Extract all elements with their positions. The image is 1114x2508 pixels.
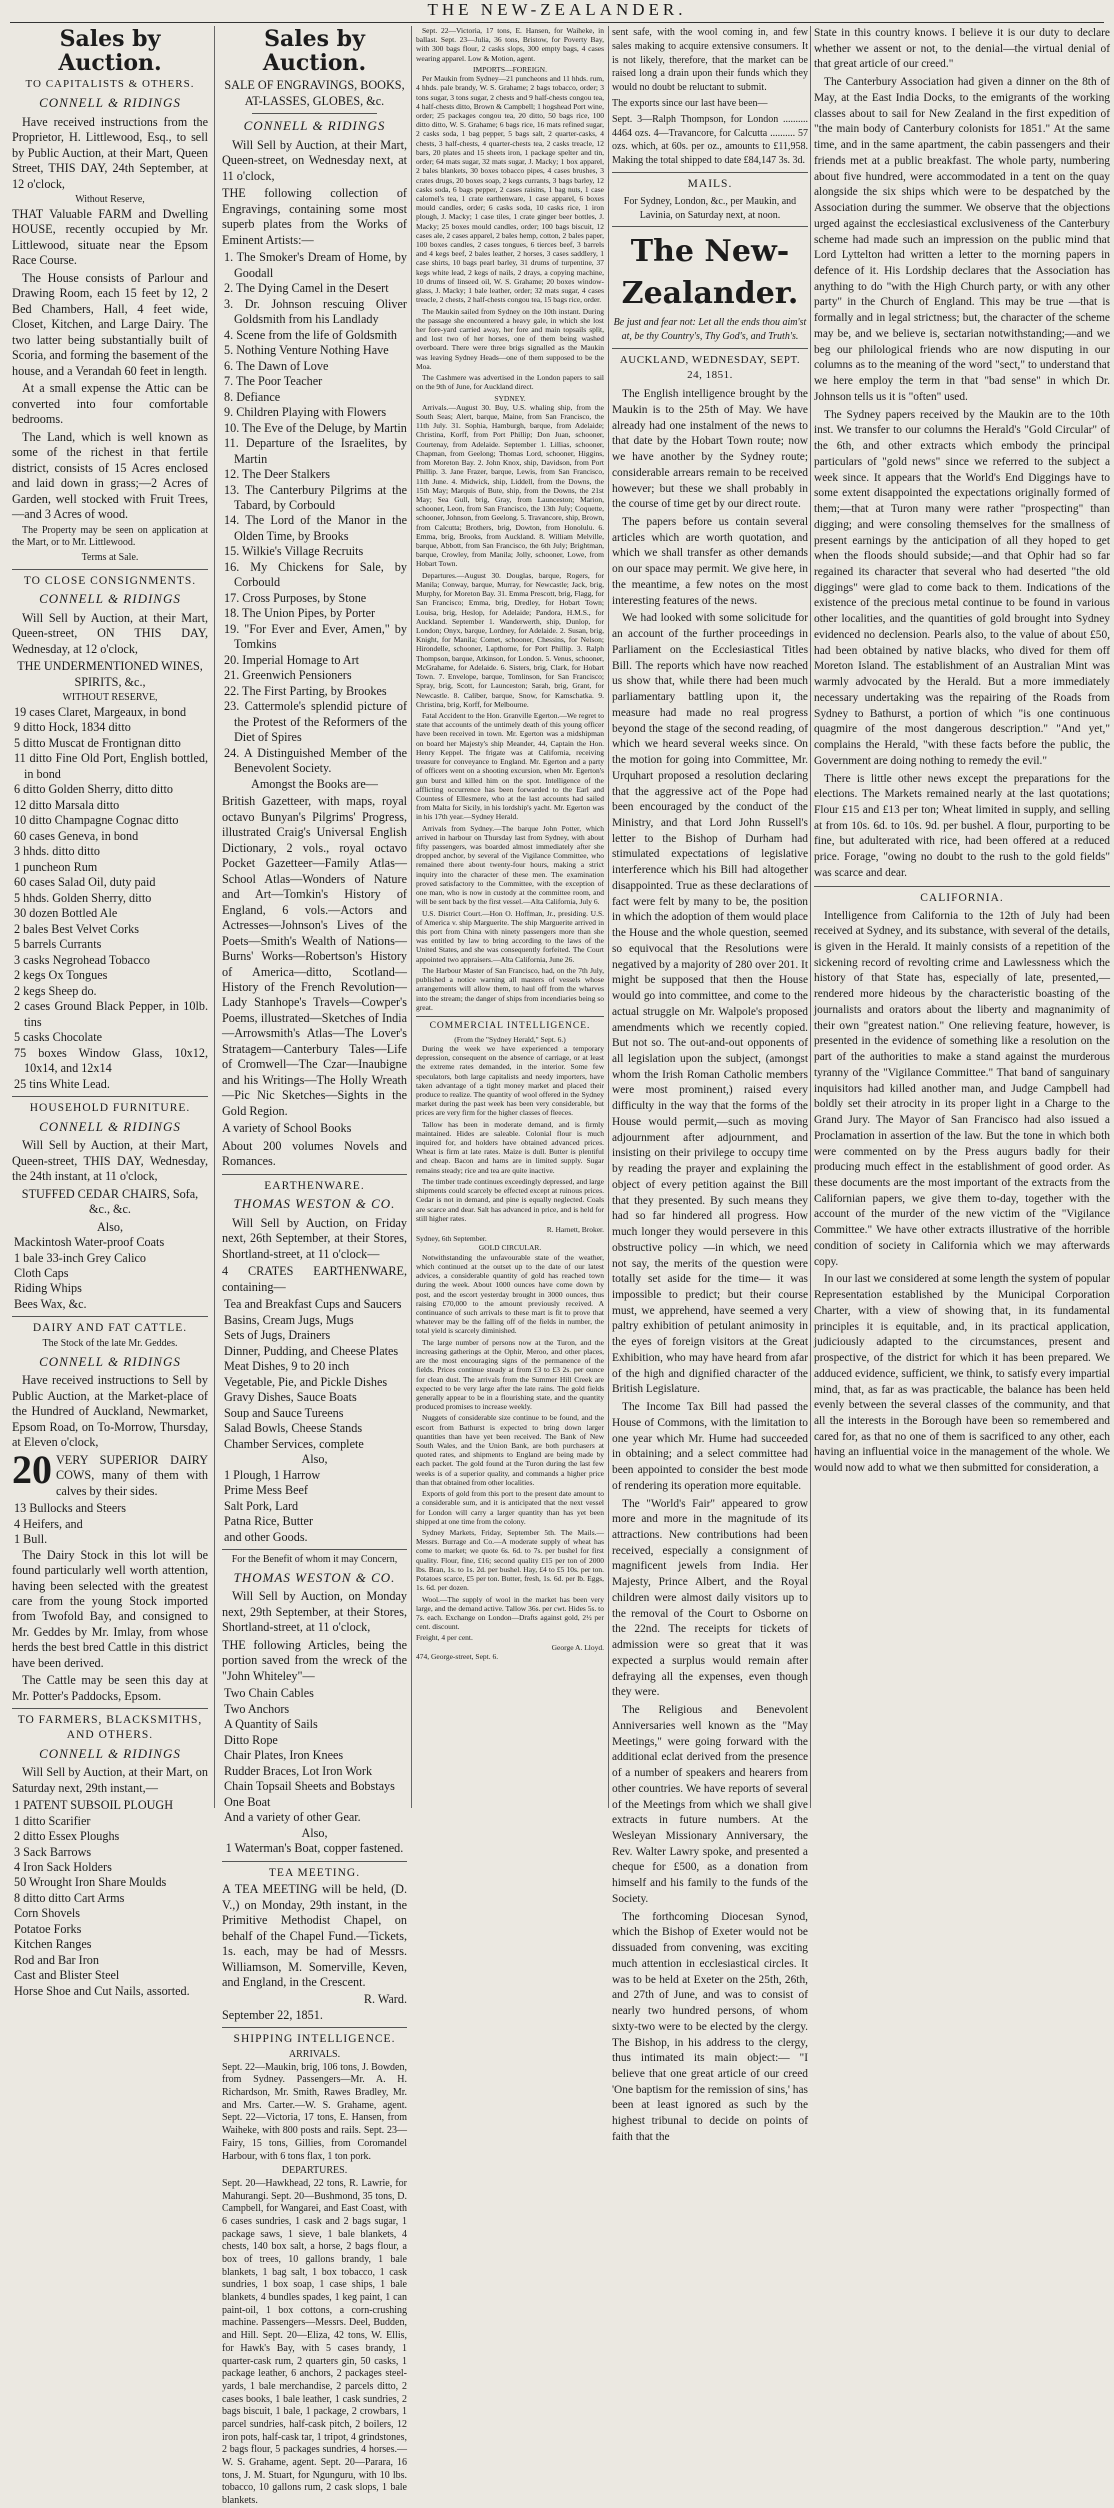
list-item: Vegetable, Pie, and Pickle Dishes [224, 1374, 388, 1389]
list-item: 3 Sack Barrows [14, 1844, 92, 1859]
list-item: 10 ditto Champagne Cognac ditto [14, 813, 179, 828]
list-item: Chair Plates, Iron Knees [224, 1748, 344, 1763]
list-item: 16. My Chickens for Sale, by Corbould [224, 559, 407, 590]
list-item: 15. Wilkie's Village Recruits [224, 544, 364, 559]
ad-text: Will Sell by Auction, at their Mart, Queen-street, on Wednesday next, at 11 o'clock, [222, 137, 407, 183]
list-item: 50 Wrought Iron Share Moulds [14, 1875, 167, 1890]
column-rule [214, 26, 215, 1808]
ad-text: Will Sell by Auction, at their Mart, on Saturday next, 29th instant,— [12, 1765, 208, 1795]
masthead: THE NEW-ZEALANDER. [427, 0, 687, 19]
item-list [222, 1686, 407, 1825]
ad-text: Will Sell by Auction, at their Mart, Queen-street, THIS DAY, Wednesday, the 24th instant, at 11 o'clock, [12, 1138, 208, 1184]
divider [222, 1861, 407, 1862]
column-3 [416, 26, 604, 1808]
article-text: The English intelligence brought by the Maukin is to the 25th of May. We have already had one instalment of the news to that date by the Hobart Town route; now we have another by the Sydney route; considerable arrears remain to be received however; but these we shall probably in the course of time get by our direct route. [612, 388, 808, 511]
ad-text: Will Sell by Auction, on Monday next, 29th September, at their Stores, Shortland-street, at 11 o'clock, [222, 1589, 407, 1635]
list-item: 19. "For Ever and Ever, Amen," by Tomkins [224, 621, 407, 652]
list-item: 11 ditto Fine Old Port, English bottled, in bond [14, 751, 208, 781]
list-item: 19 cases Claret, Margeaux, in bond [14, 704, 187, 719]
list-item: 1 PATENT SUBSOIL PLOUGH [14, 1798, 174, 1813]
list-item: 17. Cross Purposes, by Stone [224, 590, 367, 605]
list-item: Corn Shovels [14, 1906, 81, 1921]
column-5 [814, 26, 1110, 1808]
article-text: Departures.—August 30. Douglas, barque, Rogers, for Manila; Conway, barque, Murray, for Newcastle; Jack, brig, Murphy, for Moreton Bay. 31. Emma Prescott, brig, Flagg, for San Francisco; Emma, brig, Dredley, for Hobart Town; Louisa, brig, Heslop, for Adelaide; Pandora, H.M.S., for Auckland. September 1. Wanderwerth, ship, Dunlop, for London; Onyx, barque, Lordney, for Adelaide. 2. Susan, brig, Knight, for Manila; Comet, schooner, Chessins, for Nelson; Hirondelle, schooner, Lapthorne, for Port Phillip. 3. Ralph Thompson, barque, Atkinson, for London. 5. Venus, schooner, McGrahame, for Adelaide. 6. Sisters, brig, Clark, for Hobart Town. 7. Envelope, barque, Tomlinson, for San Francisco; Spray, brig, Scott, for Launceston; Sarah, brig, Grant, for Newcastle. 8. Caliber, barque, Snow, for Kamschatka. 9. Christina, brig, Korff, for Melbourne. [416, 570, 604, 709]
section-heading: Sales by Auction. [58, 26, 162, 77]
list-item: Sets of Jugs, Drainers [224, 1328, 331, 1343]
divider [612, 348, 808, 349]
ad-text: A TEA MEETING will be held, (D. V.,) on Monday, 29th instant, in the Primitive Methodist Chapel, on behalf of the Chapel Fund.—Tickets, 1s. each, may be had of Messrs. Williamson, M. Somerville, Keven, and England, in the Crescent. [222, 1882, 407, 1989]
article-text: The papers before us contain several articles which are worth quotation, and which we shall transfer as other demands on our space may permit. We give here, in the meantime, a few notes on the most interesting features of the news. [612, 516, 808, 607]
dateline: AUCKLAND, WEDNESDAY, SEPT. 24, 1851. [619, 353, 801, 381]
divider [612, 172, 808, 173]
article-text: The exports since our last have been— [612, 97, 768, 109]
article-text: During the week we have experienced a temporary depression, consequent on the absence of carriage, or at least the extreme rates demanded, in the interior. Some few speculators, both large capitalists and needy importers, have taken advantage of a tight money market and placed their produce to realize. The quantity of wool offered in the Sydney market during the past week has been very considerable, but prices are very firm for the higher classes of fleeces. [416, 1043, 604, 1118]
article-text: Wool.—The supply of wool in the market has been very large, and the demand active. Tallow 36s. per cwt. Hides 5s. to 7s. each. Exchange on London—Drafts against gold, 2½ per cent. discount. [416, 1594, 604, 1632]
list-item: 18. The Union Pipes, by Porter [224, 606, 376, 621]
item-list [222, 250, 407, 776]
article-text: The forthcoming Diocesan Synod, which the Bishop of Exeter would not be dissuaded from convening, was exciting much attention in ecclesiastical circles. It was to be held at Exeter on the 25th, 26th, and 27th of June, and was to consist of nearly two hundred persons, of whom sixty-two were to be elected by the clergy. The Bishop, in his address to the clergy, thus intimated its main object:— "I believe that one great article of our creed 'One baptism for the remission of sins,' has been at least ignored as such by the highest tribunal to decide on points of faith that the [612, 1910, 808, 2143]
divider [222, 1549, 407, 1550]
ad-text: The Cattle may be seen this day at Mr. Potter's Paddocks, Epsom. [12, 1673, 208, 1703]
list-item: 3 hhds. ditto ditto [14, 844, 100, 859]
list-item: Cast and Blister Steel [14, 1968, 120, 1983]
ad-heading: For the Benefit of whom it may Concern, [231, 1554, 398, 1566]
ad-text: STUFFED CEDAR CHAIRS, Sofa, &c., &c. [21, 1186, 199, 1217]
list-item: 5 casks Chocolate [14, 1030, 102, 1045]
list-item: Patna Rice, Butter [224, 1514, 314, 1529]
list-item: Mackintosh Water-proof Coats [14, 1235, 165, 1250]
list-item: Gravy Dishes, Sauce Boats [224, 1390, 357, 1405]
list-item: Rudder Braces, Lot Iron Work [224, 1763, 373, 1778]
list-item: 12 ditto Marsala ditto [14, 797, 120, 812]
list-item: 5 barrels Currants [14, 937, 102, 952]
list-item: 1 bale 33-inch Grey Calico [14, 1250, 146, 1265]
auctioneer-name: CONNELL & RIDINGS [39, 1118, 181, 1134]
article-text: In our last we considered at some length the system of popular Representation established by the Municipal Corporation Charter, with a view of showing that, in its fundamental principles it is equitable, and, in its practical application, judiciously adapted to the circumstances, present and prospective, of the district for which it has been prepared. We adduced evidence, sufficient, we think, to satisfy every impartial mind, that, as far as was practicable, the balance has been held evenly between the several classes of the community, and that all the interests in the Borough have been so remembered and cared for, as that no one of them is sacrificed to any other, each having an influential voice in the management of the whole. We would now add to what we then submitted for consideration, a [814, 1273, 1110, 1475]
list-item: 2 cases Ground Black Pepper, in 10lb. tins [14, 999, 208, 1029]
divider [814, 886, 1110, 887]
list-item: Horse Shoe and Cut Nails, assorted. [14, 1983, 190, 1998]
list-item: 24. A Distinguished Member of the Benevolent Society. [224, 745, 407, 776]
list-item: Chamber Services, complete [224, 1436, 364, 1451]
list-item: 30 dozen Bottled Ale [14, 906, 118, 921]
sub-heading: DEPARTURES. [281, 2165, 348, 2177]
sub-heading: GOLD CIRCULAR. [478, 1243, 542, 1253]
ad-heading: DAIRY AND FAT CATTLE. [32, 1322, 188, 1335]
article-text: Freight, 4 per cent. [416, 1633, 473, 1643]
article-text: Nuggets of considerable size continue to be found, and the escort from Bathurst is expected to bring down larger quantities than have yet been received. The Bank of New South Wales, and the Union Bank, are both purchasers at quoted rates, and shipments to England are being made by each packet. The gold found at the Turon during the last few weeks is of a superior quality, and commands a higher price than that obtained from other localities. [416, 1413, 604, 1487]
list-item: Two Chain Cables [224, 1686, 314, 1701]
ad-text: Without Reserve, [75, 194, 145, 206]
list-item: 1 Plough, 1 Harrow [224, 1467, 321, 1482]
list-item: 1 Bull. [14, 1532, 48, 1547]
article-text: There is little other news except the preparations for the elections. The Markets remained nearly at the last quotations; Flour £15 and £13 per ton; Wheat limited in supply, and selling at from 10s. 6d. to 10s. 9d. per bushel. A flour, purporting to be fine, but adulterated with rice, had been offered at a reduced price. Forage, "owing no doubt to the rush to the gold fields" was scarce and dear. [814, 772, 1110, 879]
ad-text: Also, [96, 1219, 124, 1234]
list-item: Tea and Breakfast Cups and Saucers [224, 1297, 402, 1312]
ad-heading: TO CAPITALISTS & OTHERS. [25, 78, 195, 91]
auctioneer-name: CONNELL & RIDINGS [39, 591, 181, 607]
divider [222, 2027, 407, 2028]
article-text: Arrivals.—August 30. Buy, U.S. whaling ship, from the South Seas; Alert, barque, Maine, from San Francisco, the 11th July. 31. Sophia, Hamburgh, barque, from Adelaide; Christina, Korff, from Port Phillip; Don Juan, schooner, Courtenay, from Adelaide. September 1. Lillias, schooner, Chapman, from Geelong; Thomas Lord, schooner, Higgins, from Moreton Bay. 2. John Knox, ship, Davidson, from Port Phillip. 3. Jane Frazer, barque, Lewis, from San Francisco, 11th June. 4. Midwick, ship, Liddell, from the Downs, the 15th May; Marquis of Bute, ship, from the Downs, the 21st May; Sea Gull, brig, Gray, from Launceston; Marion, schooner, Leon, from San Francisco, the 13th July; Coquette, schooner, Johnson, from Geelong. 5. Travancore, ship, Brown, from Calcutta; Brothers, brig, Dowton, from Honolulu. 6. Emma, brig, Brooks, from Auckland. 8. William Melville, barque, Abbott, from San Francisco, the 6th July; Brightman, barque, Crowley, from Manila; Jolly, schooner, Lowe, from Hobart Town. [416, 402, 605, 569]
list-item: 1. The Smoker's Dream of Home, by Goodall [224, 250, 407, 280]
article-text: The Canterbury Association had given a dinner on the 8th of May, at the East India Docks, to the emigrants of the working classes about to sail for New Zealand in the first expedition of "the main body of Canterbury colonists for 1851." At the same time, and in the same apartment, the cabin passengers and their friends met at a public breakfast. The whole party, numbering about five hundred, were accommodated in a tent on the quay alongside the six ships which were to be despatched by the Association during the summer. We observe that the objections urged against the ecclesiastical exclusiveness of the Canterbury scheme had made such an impression on the public mind that Lord Lyttelton had written a letter to the morning papers in defence of it. His Lordship declares that the Association has anything to do "with the High Church party, or with any other party" in the Church of England. This may be true —that is formally and in legal strictness; but, the character of the scheme may be, and we believe is, sectarian notwithstanding;—and we beg our philological friends who are now disputing in our columns as to the meaning of the word "sect," to understand that we here employ the term in that "bad sense" in which Dr. Johnson tells us it is "often" used. [814, 76, 1110, 403]
list-item: 2 kegs Ox Tongues [14, 968, 108, 983]
ad-heading: TO CLOSE CONSIGNMENTS. [23, 574, 197, 587]
column-4 [612, 26, 808, 2143]
list-item: 2. The Dying Camel in the Desert [224, 281, 389, 296]
list-item: 13 Bullocks and Steers [14, 1501, 127, 1516]
ad-text: THE following collection of Engravings, containing some most superb plates from the Works of Eminent Artists:— [222, 186, 407, 247]
list-item: 2 bales Best Velvet Corks [14, 921, 140, 936]
ad-heading: TO FARMERS, BLACKSMITHS, AND OTHERS. [17, 1714, 203, 1741]
article-text: Sept. 22—Maukin, brig, 106 tons, J. Bowden, from Sydney. Passengers—Mr. A. H. Richardson, Mr. Smith, Rawes Bradley, Mr. and Mrs. Carter.—W. S. Grahame, agent. Sept. 22—Victoria, 17 tons, E. Hansen, from Waiheke, with 800 posts and rails. Sept. 23—Fairy, 15 tons, Gillies, from Coromandel Harbour, with 6 tons flax, 1 ton pork. [222, 2061, 407, 2162]
article-date: Sydney, 6th September. [416, 1234, 487, 1244]
list-item: Cloth Caps [14, 1265, 69, 1280]
ad-text: VERY SUPERIOR DAIRY COWS, many of them with calves by their sides. [56, 1452, 208, 1498]
auctioneer-name: THOMAS WESTON & CO. [233, 1196, 396, 1212]
list-item: Soup and Sauce Tureens [224, 1405, 344, 1420]
column-rule [810, 26, 811, 1808]
divider [252, 113, 377, 114]
list-item: 3 casks Negrohead Tobacco [14, 952, 150, 967]
article-text: The Income Tax Bill had passed the House of Commons, with the limitation to one year which Mr. Hume had succeeded in obtaining; and a select committee had been appointed to consider the best mode of rendering its operation more equitable. [612, 1401, 808, 1492]
column-2 [222, 26, 407, 2507]
divider [612, 226, 808, 227]
section-heading: Sales by Auction. [262, 26, 367, 77]
ad-text: WITHOUT RESERVE, [62, 692, 158, 704]
list-item: 75 boxes Window Glass, 10x12, 10x14, and 12x14 [14, 1045, 208, 1076]
article-text: Sept. 22—Victoria, 17 tons, E. Hansen, for Waiheke, in ballast. Sept. 23—Julia, 36 tons, Bristow, for Poverty Bay, with 300 bags flour, 2 casks slops, 300 empty bags, 4 cases wearing apparel. Low & Motion, agent. [416, 26, 604, 63]
divider [222, 1174, 407, 1175]
list-item: 60 cases Salad Oil, duty paid [14, 875, 156, 890]
list-item: Two Anchors [224, 1701, 290, 1716]
article-text: State in this country knows. I believe it is our duty to declare whether we assent or not, to the denial—the virtual denial of that great article of our creed." [814, 27, 1110, 71]
list-item: Chain Topsail Sheets and Bobstays [224, 1779, 395, 1794]
list-item: 4. Scene from the life of Goldsmith [224, 327, 397, 342]
list-item: 12. The Deer Stalkers [224, 467, 331, 482]
article-text: Tallow has been in moderate demand, and is firmly maintained. Hides are saleable. Colonial flour is much inquired for, and holders have obtained advanced prices. Wheat is firm at late rates. Maize is dull. Butter is plentiful and cheap. Bacon and hams are in limited supply. Sugar remains steady; rice and tea are quite inactive. [416, 1119, 604, 1175]
item-list [222, 1297, 407, 1452]
article-text: The Harbour Master of San Francisco, had, on the 7th July, published a notice warning all masters of vessels whose arrangements will allow them, to haul off from the wharves into the stream; the danger of ships from incendiaries being so great. [416, 965, 604, 1012]
section-heading: CALIFORNIA. [920, 891, 1004, 904]
list-item: 11. Departure of the Israelites, by Martin [224, 436, 407, 466]
ad-text: At a small expense the Attic can be converted into four comfortable bedrooms. [12, 381, 208, 427]
list-item: 1 ditto Scarifier [14, 1813, 91, 1828]
list-item: 10. The Eve of the Deluge, by Martin [224, 420, 407, 435]
ad-heading: SALE OF ENGRAVINGS, BOOKS, AT-LASSES, GLOBES, &c. [224, 78, 405, 108]
article-text: sent safe, with the wool coming in, and few sales making to acquire extensive consumers. It is not likely, therefore, that the market can be raised long a drain upon their funds which they would no doubt be reluctant to submit. [612, 27, 808, 94]
ad-text: The Dairy Stock in this lot will be found particularly well worth attention, having been selected with the greatest care from the young Stock imported from Twofold Bay, and consigned to Mr. Geddes by Mr. Imlay, from whose herds the best bred Cattle in this district have been derived. [12, 1547, 208, 1670]
list-item: 2 ditto Essex Ploughs [14, 1829, 120, 1844]
list-item: Meat Dishes, 9 to 20 inch [224, 1359, 350, 1374]
masthead-rule [10, 22, 1104, 23]
article-text: Notwithstanding the unfavourable state of the weather, which continued at the outset up to the date of our latest advices, a considerable quantity of gold has reached town during the week. About 1000 ounces have come down by post, and the escort yesterday brought in 3000 ounces, thus raising £70,000 to the amount previously received. A continuance of such arrivals to these mart is fit to prove that whatever may be the falling off of the fields in number, the total yield is scarcely diminished. [416, 1252, 604, 1336]
auctioneer-name: CONNELL & RIDINGS [39, 95, 181, 111]
article-text: Fatal Accident to the Hon. Granville Egerton.—We regret to state that accounts of the untimely death of this young officer have been received in town. Mr. Egerton was a midshipman on board her Majesty's ship Meander, 44, Captain the Hon. Henry Keppel. The frigate was at California, receiving treasure for conveyance to England. Mr. Egerton and a party of officers went on a shooting excursion, when Mr. Egerton's gun burst and killed him on the spot. Intelligence of the afflicting occurrence has been forwarded to the Earl and Countess of Ellesmere, who at the last accounts had sailed from Malta for Sicily, in his lordship's yacht. Mr. Egerton was in his 17th year.—Sydney Herald. [416, 710, 604, 822]
divider [12, 569, 208, 570]
article-source: (From the "Sydney Herald," Sept. 6.) [454, 1034, 566, 1044]
ad-text: THE UNDERMENTIONED WINES, SPIRITS, &c., [17, 659, 203, 689]
section-heading: MAILS. [687, 177, 733, 190]
article-text: Intelligence from California to the 12th of July had been received at Sydney, and its substance, with several of the details, is given in the Herald. It mainly consists of a repetition of the sickening record of revolting crime and Lawlessness which the history of that State has, especially of late, presented,— rendered more hideous by the characteristic boasting of the journalists and orators about the liberty and magnanimity of their own "greatest nation." One relieving feature, however, is presented in the evidence of something like a resolution on the part of the authorities to make a stand against the murderous tyranny of the "Vigilance Committee." That band of sanguinary inquisitors had killed another man, and Judge Campbell had boldly set their atrocity in its proper light in a Charge to the Grand Jury. The Mayor of San Francisco had also issued a Proclamation in assertion of the law. But the tone in which both were commented on by the Press augurs badly for their producing much effect in the establishment of good order. As these documents are the most important of the extracts from the Californian papers, we give them to-day, together with the account of the murder of the new victim of the "Vigilance Committee." We have other extracts illustrative of the horrible condition of society in California which we may afterwards copy. [814, 909, 1110, 1268]
list-item: 60 cases Geneva, in bond [14, 828, 139, 843]
ad-text [12, 1446, 208, 1499]
item-list [12, 1235, 208, 1312]
list-item: Salt Pork, Lard [224, 1498, 299, 1513]
list-item: 3. Dr. Johnson rescuing Oliver Goldsmith from his Landlady [224, 296, 407, 327]
list-item: 5 ditto Muscat de Frontignan ditto [14, 735, 181, 750]
article-text: The Religious and Benevolent Anniversaries well known as the "May Meetings," were going forward with the additional eclat derived from the presence of a number of speakers and hearers from other countries. We have reports of several of the Meetings from which we shall give extracts in future numbers. At the Wesleyan Missionary Anniversary, the Rev. Walter Lawry spoke, and presented a cheque for £500, as a donation from himself and his family to the funds of the Society. [612, 1704, 808, 1905]
list-item: Rod and Bar Iron [14, 1952, 99, 1967]
motto: Be just and fear not: Let all the ends thou aim'st at, be thy Country's, Thy God's, and Truth's. [613, 317, 807, 342]
ad-heading: EARTHENWARE. [264, 1179, 365, 1192]
divider [416, 1016, 604, 1017]
list-item: Riding Whips [14, 1281, 82, 1296]
ad-text: THAT Valuable FARM and Dwelling HOUSE, recently occupied by Mr. Littlewood, situate near the Epsom Race Course. [12, 206, 208, 268]
article-signature: George A. Lloyd. [551, 1642, 604, 1652]
article-text: Per Maukin from Sydney—21 puncheons and 11 hhds. rum, 4 hhds. pale brandy, W. S. Grahame; 2 bags tobacco, order; 3 tons sugar, 3 tons sugar, 2 chests and 9 half-chests congou tea, 4 half-chests ditto, Brown & Campbell; 1 hogshead Port wine, order; 25 packages congou tea, 20 ditto, 50 bags rice, 100 ditto ditto, W. S. Grahame; 6 bags rice, 16 mats refined sugar, 2 casks soda, 1 bag pepper, 5 bags salt, 2 quarter-casks, 4 chests, 3 half-chests, 4 quarter-chests tea, 2 casks treacle, 12 bars, 20 plates and 15 sheets iron, 1 package spelter and tin, order; 64 mats sugar, 32 mats sugar, J. Macky; 1 box apparel, 2 bales blankets, 30 boxes tobacco pipes, 4 cases brushes, 3 crates drugs, 20 boxes soap, 2 kegs currants, 3 bags barley, 12 casks soda, 6 bags pepper, 2 cases raisins, 1 bag nuts, 1 case calomel's tea, 1 crate earthenware, 1 case apparel, 6 boxes mould candles, order; 6 casks soda, 10 casks rice, 1 iron plough, J. Macky; 1 case tiles, 1 crate ginger beer bottles, J. Macky; 25 boxes mould candles, order; 100 bags biscuit, 12 cases ale, 2 cases apparel, 2 bales hemp, cotton, 2 bales paper, 100 boxes candles, 2 cases tongues, 6 tierces beef, 3 barrels and 4 kegs beef, 2 bales leather, 2 horses, 3 cases saddlery, 1 case shirts, 10 bags pearl barley, 31 drums of turpentine, 37 kegs white lead, 2 kegs of nails, 2 drays, a copying machine, 10 drums of linseed oil, W. S. Grahame; 20 boxes window-glass, J. Macky; 1 bale leather, order; 32 mats sugar, 4 cases treacle, 2 chests, 2 half-chests congou tea, 15 bags rice, order. [416, 74, 604, 305]
article-text: The Sydney papers received by the Maukin are to the 10th inst. We transfer to our columns the Herald's "Gold Circular" of the 6th, and other extracts which embody the principal particulars of "gold news" since we referred to the subject a week since. It appears that the World's End Diggings have to some extent disappointed the expectations originally formed of them;—that at Turon many were rather "prospecting" than digging; and were consoling themselves for the smallness of present earnings by the anticipation of all they hoped to get when the floods should subside;—and that Ophir had so far regained its character that several who had deserted "the old diggings" were glad to come back to them. Indications of the existence of the precious metal continue to be found in various other localities, and the quantities of gold brought into Sydney evidenced no declension. Pearls also, to the value of about £50, had been obtained by native blacks, who dived for them off Moreton Island. The establishment of an Australian Mint was warmly advocated by the Herald. But a more immediately necessary undertaking was the repairing of the Roads from Sydney to Bathurst, a portion of which "is one continuous quagmire of the most dangerous description." "And yet," complains the Herald, "with these facts before the public, the Government are doing nothing to remedy the evil." [814, 408, 1110, 767]
list-item: 25 tins White Lead. [14, 1076, 110, 1091]
list-item: 2 kegs Sheep do. [14, 983, 97, 998]
divider [12, 1708, 208, 1709]
list-item: Dinner, Pudding, and Cheese Plates [224, 1343, 399, 1358]
article-text: The Cashmere was advertised in the London papers to sail on the 9th of June, for Auckland direct. [416, 373, 604, 392]
ad-heading: TEA MEETING. [268, 1866, 361, 1879]
ad-text: The Property may be seen on application at the Mart, or to Mr. Littlewood. [12, 524, 208, 549]
ad-text: The Stock of the late Mr. Geddes. [42, 1338, 178, 1350]
divider [12, 1316, 208, 1317]
list-item: Bees Wax, &c. [14, 1296, 87, 1311]
ad-text: Will Sell by Auction, on Friday next, 26th September, at their Stores, Shortland-street, at 11 o'clock— [222, 1215, 407, 1261]
list-item: and other Goods. [224, 1529, 308, 1544]
auctioneer-name: CONNELL & RIDINGS [39, 1745, 181, 1761]
divider [12, 1096, 208, 1097]
ad-text: A variety of School Books [222, 1121, 352, 1136]
article-text: Sydney Markets, Friday, September 5th. The Mails.—Messrs. Burrage and Co.—A moderate supply of wheat has come to market; we quote 6s. 6d. to 7s. per bushel for first quality. Flour, fine, £16; second quality £15 per ton of 2000 lbs. Bran, 1s. to 1s. 2d. per bushel. Hay, £4 to £5 10s. per ton. Potatoes scarce, £5 per ton. Butter, fresh, 1s. 6d. per lb. Eggs, 1s. 6d. per dozen. [416, 1528, 604, 1593]
list-item: 20. Imperial Homage to Art [224, 652, 360, 667]
article-signature: R. Harnett, Broker. [546, 1225, 604, 1235]
item-list [12, 1798, 208, 1999]
big-number: 20 [12, 1446, 52, 1492]
article-date: 474, George-street, Sept. 6. [416, 1651, 499, 1661]
list-item: 5 hhds. Golden Sherry, ditto [14, 890, 152, 905]
list-item: 14. The Lord of the Manor in the Olden Time, by Brooks [224, 513, 407, 543]
list-item: 8 ditto ditto Cart Arms [14, 1890, 125, 1905]
sub-heading: IMPORTS—FOREIGN. [473, 64, 547, 74]
article-text: We had looked with some solicitude for an account of the further proceedings in Parliament on the Ecclesiastical Titles Bill. The reports which have now reached us show that, while there had been much parliamentary battling upon it, the measure had made no real progress beyond the stage of the second reading, of which we heard several weeks since. On the motion for going into Committee, Mr. Urquhart proposed a resolution declaring that the aggressive act of the Pope had been encouraged by the conduct of the Ministry, and that Lord John Russell's letter to the Bishop of Durham had stimulated expectations of legislative interference which his Bill had altogether disappointed. True as these declarations of fact were felt by many to be, the position in which the adoption of them would place the House and the whole question, seemed so equivocal that the Resolutions were negatived by a majority of 280 over 201. It might be supposed that then the House would go into committee, and come to the actual struggle on Mr. Walpole's proposed amendments which we recently copied. But not so. The out-and-out opponents of all legislation upon the subject, (amongst whom the Irish Roman Catholic members were most prominent,) raised every difficulty in the way that the forms of the House would permit,—such as moving adjournment after adjournment, and insisting on their privilege to occupy time by reading the prayer and explaining the object of every petition against the Bill that they presented. By such means they had so far hindered all progress. How much longer they would persevere in this obstructive policy —in which, we need not say, the merits of the question were totally set aside for the time— it was impossible to predict; but their course must, we apprehend, have seemed a very paltry exhibition of petulant animosity in the eyes of foreign visitors at the Great Exhibition, who may have heard from afar of the high and dignified character of the British Legislature. [612, 612, 808, 1396]
item-list [12, 705, 208, 1092]
sub-heading: SYDNEY. [494, 393, 526, 403]
article-text: Sept. 20—Hawkhead, 22 tons, R. Lawrie, for Mahurangi. Sept. 20—Bushmond, 35 tons, D. Campbell, for Wangarei, and East Coast, with 6 cases sundries, 1 cask and 2 bags sugar, 1 package saws, 1 sieve, 1 bale blankets, 4 chests, 140 box salt, a horse, 2 bags flour, a box of trees, 10 gallons brandy, 1 bale blankets, 1 bag salt, 1 box tobacco, 1 cask sundries, 1 box soap, 1 case ships, 1 bale blankets, 4 bundles spades, 1 keg paint, 1 can paint-oil, 1 box cottons, a corn-crushing machine. Passengers—Messrs. Deel, Budden, and Hill. Sept. 20—Eliza, 42 tons, W. Ellis, for Hawk's Bay, with 5 cases brandy, 1 quarter-cask rum, 2 quarters gin, 50 casks, 1 package leather, 6 anchors, 2 packages steel-yards, 1 bale merchandise, 2 parcels ditto, 2 cases books, 1 bale leather, 1 cask sundries, 2 bags biscuit, 1 bale, 1 package, 2 crowbars, 1 parcel sundries, half-cask pitch, 2 boilers, 12 iron pots, half-cask tar, 1 tripot, 4 grindstones, 2 bags flour, 5 packages sundries, 4 horses.—W. S. Grahame, agent. Sept. 20—Parara, 16 tons, J. M. Stuart, for Ngunguru, with 10 lbs. tobacco, 10 gallons rum, 2 cask slops, 1 bale blankets. [222, 2177, 407, 2507]
ad-text: The House consists of Parlour and Drawing Room, each 15 feet by 12, 2 Bed Chambers, Hall, 4 feet wide, Closet, Kitchen, and Large Dairy. The two latter being substantially built of Scoria, and forming the basement of the house, and a Verandah 60 feet in length. [12, 270, 208, 378]
list-item: Prime Mess Beef [224, 1483, 308, 1498]
list-item: 13. The Canterbury Pilgrims at the Tabard, by Corbould [224, 482, 407, 512]
ad-text: Will Sell by Auction, at their Mart, Queen-street, ON THIS DAY, Wednesday, at 12 o'clock, [12, 610, 208, 656]
section-heading: SHIPPING INTELLIGENCE. [233, 2033, 396, 2046]
auctioneer-name: THOMAS WESTON & CO. [233, 1569, 396, 1585]
list-item: 9. Children Playing with Flowers [224, 405, 387, 420]
column-1 [12, 26, 208, 1998]
auctioneer-name: CONNELL & RIDINGS [39, 1353, 181, 1369]
list-item: 4 Heifers, and [14, 1516, 83, 1531]
article-text: The timber trade continues exceedingly depressed, and large shipments could scarcely be effected except at ruinous prices. Cedar is not in demand, and pine is equally neglected. Coals are scarce and dear. Salt has advanced in price, and is held for still higher rates. [416, 1176, 604, 1223]
ad-text: Terms at Sale. [81, 552, 139, 564]
article-text: Exports of gold from this port to the present date amount to a considerable sum, and it is anticipated that the next vessel for London will carry a larger quantity than has yet been shipped at one time from the colony. [416, 1489, 604, 1526]
list-item: Basins, Cream Jugs, Mugs [224, 1312, 354, 1327]
column-rule [411, 26, 412, 1808]
list-item: 23. Cattermole's splendid picture of the Protest of the Reformers of the Diet of Spires [224, 699, 407, 745]
ad-signature: R. Ward. [363, 1992, 407, 2007]
item-list [222, 1468, 407, 1545]
list-item: One Boat [224, 1794, 271, 1809]
list-item: 7. The Poor Teacher [224, 374, 323, 389]
ad-text: Also, [301, 1452, 328, 1467]
list-item: Potatoe Forks [14, 1921, 82, 1936]
ad-text: British Gazetteer, with maps, royal octavo Bunyan's Pilgrims' Progress, illustrated Craig's Universal English Dictionary, 2 vols., royal octavo Pocket Gazetteer—Family Atlas—School Atlas—Wonders of Nature and Art—Tomkin's History of England, 6 vols.—Actors and Actresses—Johnson's Lives of the Poets—Smith's Wealth of Nations—Burns' Works—Robertson's History of America—ditto, Scotland—History of the French Revolution—Lady Stanhope's Travels—Cowper's Poems, illustrated—Sketches of India—Arrowsmith's Atlas—The Lover's Stratagem—Canterbury Tales—Life of Cromwell—The Czar—Inaubigne and his Writings—The Holly Wreath—Pic Nic Sketches—Sights in the Gold Region. [222, 794, 407, 1118]
list-item: 22. The First Parting, by Brookes [224, 683, 387, 698]
list-item: 21. Greenwich Pensioners [224, 668, 352, 683]
item-list [12, 1501, 208, 1547]
ad-text: 1 Waterman's Boat, copper fastened. [225, 1841, 404, 1856]
article-text: The "World's Fair" appeared to grow more and more in the magnitude of its attractions. New contributions had been received, especially a consignment of magnificent jewels from India. Her Majesty, Prince Albert, and the Royal children were almost daily visitors up to the removal of the Court to Osborne on the 22nd. The receipts for tickets of admission were so great that it was expected a surplus would remain after defraying all the expenses, even though they were. [612, 1497, 808, 1699]
list-item: 8. Defiance [224, 389, 281, 404]
ad-date: September 22, 1851. [222, 2007, 323, 2022]
article-text: For Sydney, London, &c., per Maukin, and Lavinia, on Saturday next, at noon. [623, 195, 797, 221]
ad-text: The Land, which is well known as some of the richest in that fertile district, consists of 15 Acres enclosed and laid down in grass;—2 Acres of Garden, well stocked with Fruit Trees,—and 3 Acres of wood. [12, 429, 208, 522]
list-item: And a variety of other Gear. [224, 1810, 361, 1825]
auctioneer-name: CONNELL & RIDINGS [243, 118, 386, 134]
list-item: Ditto Rope [224, 1732, 278, 1747]
sub-heading: ARRIVALS. [288, 2049, 341, 2061]
article-text: U.S. District Court.—Hon O. Hoffman, Jr., presiding. U.S. of America v. ship Marguerite. The ship Marguerite arrived in this port from China with ninety passengers more than she was entitled by law to bring according to the laws of the United States, and she was consequently forfeited. The Court appointed two appraisers.—Alta California, June 26. [416, 908, 604, 964]
ad-heading: HOUSEHOLD FURNITURE. [29, 1102, 191, 1115]
list-item: 5. Nothing Venture Nothing Have [224, 343, 389, 358]
ad-text: THE following Articles, being the portion saved from the wreck of the "John Whiteley"— [222, 1637, 407, 1683]
ad-text: Also, [301, 1825, 328, 1840]
ad-text: Amongst the Books are— [251, 776, 378, 791]
paper-title: The New-Zealander. [621, 234, 799, 311]
section-heading: COMMERCIAL INTELLIGENCE. [429, 1020, 591, 1031]
article-text: The Maukin sailed from Sydney on the 10th instant. During the passage she encountered a heavy gale, in which she lost her fore-yard carried away, her fore and main topsails split, and lost two of her horses, one of them being washed overboard. There were three brigs signalled as the Maukin was leaving Sydney Heads—one of them supposed to be the Moa. [416, 306, 604, 371]
article-text: Sept. 3—Ralph Thompson, for London .......... 4464 ozs. 4—Travancore, for Calcutta .......... 57 ozs. which, at 60s. per oz., amounts to £11,958. Making the total shipped to date £84,147 3s. 3d. [612, 113, 808, 167]
list-item: Salad Bowls, Cheese Stands [224, 1421, 363, 1436]
ad-text: 4 CRATES EARTHENWARE, containing— [222, 1264, 407, 1294]
list-item: Kitchen Ranges [14, 1937, 92, 1952]
list-item: 6 ditto Golden Sherry, ditto ditto [14, 782, 173, 797]
list-item: 9 ditto Hock, 1834 ditto [14, 720, 131, 735]
list-item: A Quantity of Sails [224, 1717, 318, 1732]
ad-text: Have received instructions to Sell by Public Auction, at the Market-place of the Hundred of Auckland, Newmarket, Epsom Road, on To-Morrow, Thursday, at Eleven o'clock, [12, 1373, 208, 1450]
article-text: Arrivals from Sydney.—The barque John Potter, which arrived in harbour on Thursday last from Sydney, with about fifty passengers, was boarded almost immediately after she dropped anchor, by several of the Vigilance Committee, who remained there about twenty-four hours, making a strict inquiry into the character of these men. The examination proved satisfactory to the Committee, with the exception of one man, who is now in custody at the committee room, and will be sent back by the first vessel.—Alta California, July 6. [416, 823, 604, 907]
article-text: The large number of persons now at the Turon, and the increasing gatherings at the Ophir, Meroo, and other places, are the most encouraging signs of the permanence of the fields. Prices continue steady at from £3 to £3 2s. per ounce for clean dust. The arrivals from the Summer Hill Creek are expected to be very large after the late rains. The gold fields generally appear to be in a flourishing state, and the quantity produced promises to increase weekly. [416, 1337, 604, 1412]
ad-text: About 200 volumes Novels and Romances. [222, 1138, 407, 1169]
ad-text: Have received instructions from the Proprietor, H. Littlewood, Esq., to sell by Public Auction, at their Mart, Queen Street, THIS DAY, 24th September, at 12 o'clock, [12, 114, 208, 191]
column-rule [608, 26, 609, 1808]
list-item: 4 Iron Sack Holders [14, 1859, 112, 1874]
list-item: 1 puncheon Rum [14, 859, 98, 874]
list-item: 6. The Dawn of Love [224, 358, 329, 373]
